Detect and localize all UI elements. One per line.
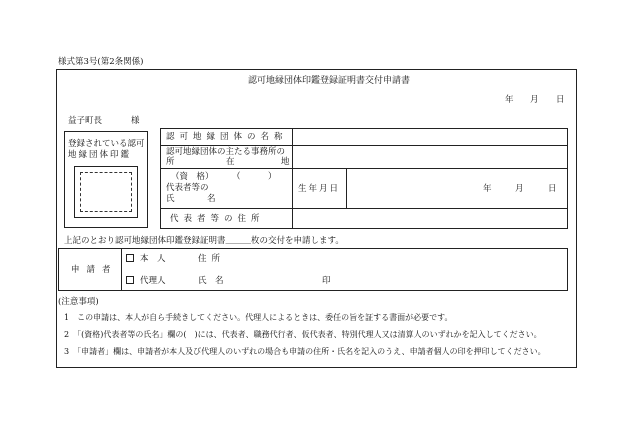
seal-impression-area[interactable]	[80, 172, 132, 212]
group-name-label: 認可地縁団体の名称	[166, 132, 288, 142]
note-item-2: 2 「(資格)代表者等の氏名」欄の( )には、代表者、職務代行者、仮代表者、特別代理人又は清算人のいずれかを記入してください。	[64, 330, 542, 339]
seal-box-line1: 登録されている認可	[68, 139, 145, 149]
office-label-line1: 認可地縁団体の主たる事務所の	[166, 147, 286, 157]
checkbox-agent[interactable]	[126, 276, 134, 284]
rep-qualification-label: （資 格）	[171, 172, 214, 182]
form-title: 認可地縁団体印鑑登録証明書交付申請書	[248, 76, 411, 86]
birth-month-label: 月	[515, 184, 524, 194]
rep-address-label: 代表者等の住所	[170, 214, 265, 224]
rep-label-line2: 代表者等の	[166, 183, 209, 193]
applicant-option-agent[interactable]	[126, 276, 166, 286]
applicant-option-self[interactable]	[126, 254, 166, 264]
office-label-so: 所	[166, 157, 175, 167]
rep-paren-open: （	[232, 172, 241, 182]
birth-day-label: 日	[548, 184, 557, 194]
seal-box-line2: 地縁団体印鑑	[68, 150, 132, 160]
notes-heading: (注意事項)	[58, 297, 99, 307]
rep-address-field[interactable]	[294, 209, 566, 228]
form-code: 様式第3号(第2条関係)	[58, 57, 144, 67]
column-divider	[121, 248, 122, 291]
office-label-zai: 在	[226, 157, 235, 167]
applicant-address-label: 住所	[198, 254, 226, 264]
column-divider	[346, 168, 347, 208]
addressee-mayor: 益子町長	[68, 116, 103, 126]
note-item-3: 3 「申請者」欄は、申請者が本人及び代理人のいずれの場合も申請の住所・氏名を記入のうえ、申請者個人の印を押印してください。	[64, 347, 546, 356]
date-day-label: 日	[556, 95, 565, 105]
checkbox-self[interactable]	[126, 254, 134, 262]
rep-label-shi: 氏	[166, 194, 175, 204]
office-label-chi: 地	[281, 157, 290, 167]
request-sentence: 上記のとおり認可地縁団体印鑑登録証明書＿＿＿枚の交付を申請します。	[64, 236, 344, 246]
rep-paren-close: ）	[268, 172, 277, 182]
office-address-field[interactable]	[294, 146, 566, 167]
applicant-seal-mark: 印	[322, 276, 331, 286]
applicant-label: 申請者	[71, 265, 118, 275]
applicant-option-agent-label: 代理人	[140, 276, 166, 286]
group-name-field[interactable]	[294, 129, 566, 144]
applicant-option-self-label: 本 人	[140, 254, 166, 264]
rep-label-mei: 名	[207, 194, 216, 204]
note-item-1: 1 この申請は、本人が自ら手続きしてください。代理人によるときは、委任の旨を証する書面が必要です。	[64, 313, 453, 322]
birth-year-label: 年	[483, 184, 492, 194]
birth-date-label: 生年月日	[298, 184, 341, 194]
birth-date-field[interactable]	[348, 169, 566, 207]
rep-name-field[interactable]	[236, 180, 290, 206]
date-month-label: 月	[530, 95, 539, 105]
date-year-label: 年	[505, 95, 514, 105]
addressee-sama: 様	[131, 116, 140, 126]
applicant-name-label: 氏 名	[198, 276, 224, 286]
column-divider	[292, 128, 293, 229]
